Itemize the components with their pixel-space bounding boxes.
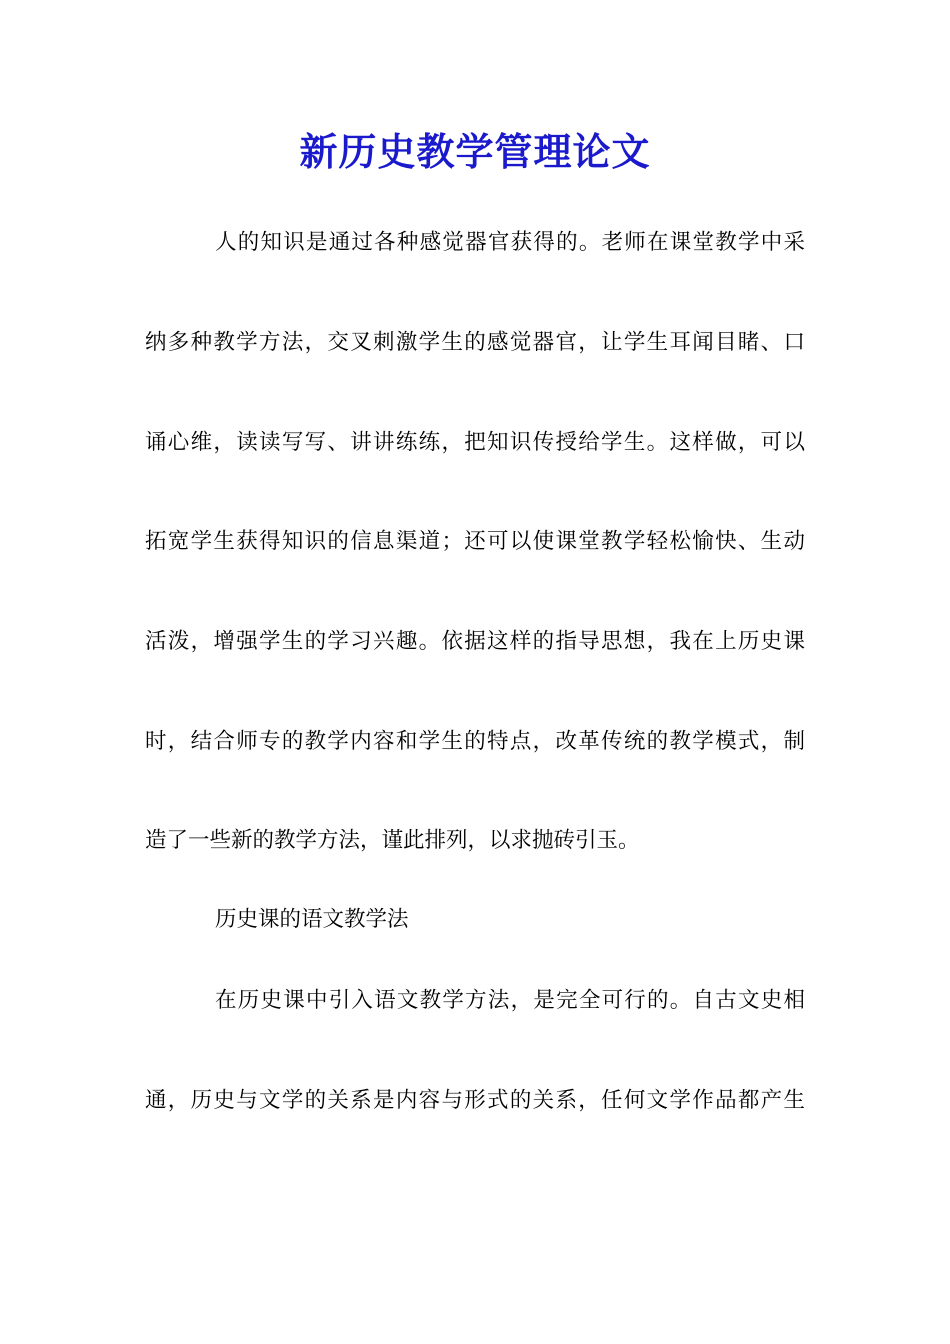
paragraph-line: 拓宽学生获得知识的信息渠道；还可以使课堂教学轻松愉快、生动 — [145, 529, 805, 554]
paragraph-line: 时，结合师专的教学内容和学生的特点，改革传统的教学模式，制 — [145, 729, 805, 754]
paragraph-line: 纳多种教学方法，交叉刺激学生的感觉器官，让学生耳闻目睹、口 — [145, 330, 805, 355]
paragraph-line: 通，历史与文学的关系是内容与形式的关系，任何文学作品都产生 — [145, 1088, 805, 1113]
paragraph-line: 诵心维，读读写写、讲讲练练，把知识传授给学生。这样做，可以 — [145, 430, 805, 455]
section-heading: 历史课的语文教学法 — [215, 907, 409, 932]
paragraph-line: 人的知识是通过各种感觉器官获得的。老师在课堂教学中采 — [215, 230, 805, 255]
document-title: 新历史教学管理论文 — [299, 129, 651, 174]
paragraph-line: 活泼，增强学生的学习兴趣。依据这样的指导思想，我在上历史课 — [145, 629, 805, 654]
paragraph-line: 在历史课中引入语文教学方法，是完全可行的。自古文史相 — [215, 988, 805, 1013]
paragraph-line: 造了一些新的教学方法，谨此排列，以求抛砖引玉。 — [145, 828, 640, 853]
